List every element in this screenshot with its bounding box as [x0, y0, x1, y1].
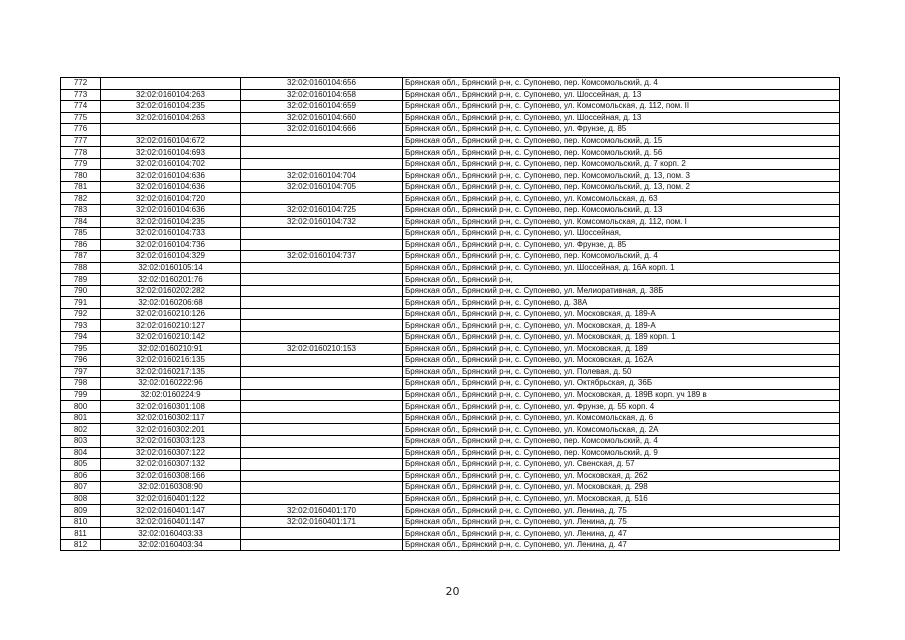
table-row: [61, 447, 840, 459]
object-number-cell: 32:02:0160104:656: [241, 78, 403, 90]
table-row: [61, 389, 840, 401]
address-cell: Брянская обл., Брянский р-н, с. Супонево, ул. Свенская, д. 57: [403, 459, 840, 471]
object-number-cell: [241, 493, 403, 505]
parcel-number-cell: 32:02:0160210:126: [101, 308, 241, 320]
parcel-number-cell: 32:02:0160401:122: [101, 493, 241, 505]
table-row: [61, 320, 840, 332]
row-number-cell: 783: [61, 205, 101, 217]
page-number: 20: [445, 585, 460, 598]
address-cell: Брянская обл., Брянский р-н, с. Супонево, ул. Ленина, д. 75: [403, 516, 840, 528]
object-number-cell: 32:02:0160104:659: [241, 101, 403, 113]
object-number-cell: [241, 228, 403, 240]
parcel-number-cell: 32:02:0160104:672: [101, 135, 241, 147]
address-cell: Брянская обл., Брянский р-н, с. Супонево, ул. Шоссейная,: [403, 228, 840, 240]
address-cell: Брянская обл., Брянский р-н, с. Супонево, ул. Московская, д. 189В корп. уч 189 в: [403, 389, 840, 401]
row-number-cell: 778: [61, 147, 101, 159]
parcel-number-cell: 32:02:0160307:132: [101, 459, 241, 471]
parcel-number-cell: 32:02:0160105:14: [101, 262, 241, 274]
address-cell: Брянская обл., Брянский р-н, с. Супонево, пер. Комсомольский, д. 13, пом. 2: [403, 181, 840, 193]
table-row: [61, 101, 840, 113]
address-cell: Брянская обл., Брянский р-н, с. Супонево, ул. Московская, д. 262: [403, 470, 840, 482]
table-row: [61, 124, 840, 136]
parcel-number-cell: 32:02:0160401:147: [101, 505, 241, 517]
table-row: [61, 528, 840, 540]
address-cell: Брянская обл., Брянский р-н, с. Супонево, пер. Комсомольский, д. 7 корп. 2: [403, 158, 840, 170]
object-number-cell: [241, 135, 403, 147]
row-number-cell: 786: [61, 239, 101, 251]
object-number-cell: [241, 459, 403, 471]
table-row: [61, 459, 840, 471]
address-cell: Брянская обл., Брянский р-н, с. Супонево, ул. Московская, д. 189-А: [403, 320, 840, 332]
parcel-number-cell: 32:02:0160403:33: [101, 528, 241, 540]
address-cell: Брянская обл., Брянский р-н, с. Супонево, ул. Комсомольская, д. 6: [403, 412, 840, 424]
object-number-cell: [241, 482, 403, 494]
address-cell: Брянская обл., Брянский р-н, с. Супонево, ул. Московская, д. 516: [403, 493, 840, 505]
object-number-cell: [241, 332, 403, 344]
row-number-cell: 779: [61, 158, 101, 170]
address-cell: Брянская обл., Брянский р-н, с. Супонево, пер. Комсомольский, д. 9: [403, 447, 840, 459]
row-number-cell: 812: [61, 539, 101, 551]
table-row: [61, 539, 840, 551]
parcel-number-cell: 32:02:0160104:263: [101, 112, 241, 124]
parcel-number-cell: 32:02:0160104:693: [101, 147, 241, 159]
table-row: [61, 297, 840, 309]
table-row: [61, 343, 840, 355]
parcel-number-cell: 32:02:0160104:235: [101, 101, 241, 113]
parcel-number-cell: 32:02:0160206:68: [101, 297, 241, 309]
row-number-cell: 789: [61, 274, 101, 286]
table-row: [61, 228, 840, 240]
object-number-cell: [241, 435, 403, 447]
row-number-cell: 775: [61, 112, 101, 124]
parcel-number-cell: 32:02:0160308:90: [101, 482, 241, 494]
row-number-cell: 793: [61, 320, 101, 332]
object-number-cell: [241, 389, 403, 401]
row-number-cell: 788: [61, 262, 101, 274]
row-number-cell: 798: [61, 378, 101, 390]
object-number-cell: 32:02:0160104:704: [241, 170, 403, 182]
address-cell: Брянская обл., Брянский р-н, с. Супонево, пер. Комсомольский, д. 13: [403, 205, 840, 217]
row-number-cell: 802: [61, 424, 101, 436]
row-number-cell: 794: [61, 332, 101, 344]
row-number-cell: 791: [61, 297, 101, 309]
address-cell: Брянская обл., Брянский р-н, с. Супонево, ул. Московская, д. 189 корп. 1: [403, 332, 840, 344]
address-cell: Брянская обл., Брянский р-н, с. Супонево, ул. Мелиоративная, д. 38Б: [403, 285, 840, 297]
table-row: [61, 482, 840, 494]
parcel-number-cell: 32:02:0160104:636: [101, 170, 241, 182]
parcel-number-cell: 32:02:0160217:135: [101, 366, 241, 378]
address-cell: Брянская обл., Брянский р-н, с. Супонево, ул. Московская, д. 189-А: [403, 308, 840, 320]
parcel-number-cell: 32:02:0160302:117: [101, 412, 241, 424]
table-row: [61, 424, 840, 436]
table-row: [61, 366, 840, 378]
cadastral-table: [60, 77, 840, 551]
address-cell: Брянская обл., Брянский р-н, с. Супонево, ул. Фрунзе, д. 85: [403, 239, 840, 251]
address-cell: Брянская обл., Брянский р-н, с. Супонево, ул. Комсомольская, д. 63: [403, 193, 840, 205]
row-number-cell: 801: [61, 412, 101, 424]
object-number-cell: [241, 158, 403, 170]
table-row: [61, 285, 840, 297]
object-number-cell: [241, 262, 403, 274]
object-number-cell: [241, 239, 403, 251]
table-row: [61, 147, 840, 159]
row-number-cell: 780: [61, 170, 101, 182]
address-cell: Брянская обл., Брянский р-н, с. Супонево, пер. Комсомольский, д. 56: [403, 147, 840, 159]
table-row: [61, 158, 840, 170]
parcel-number-cell: 32:02:0160308:166: [101, 470, 241, 482]
table-row: [61, 470, 840, 482]
parcel-number-cell: 32:02:0160202:282: [101, 285, 241, 297]
object-number-cell: [241, 147, 403, 159]
row-number-cell: 797: [61, 366, 101, 378]
table-row: [61, 135, 840, 147]
row-number-cell: 806: [61, 470, 101, 482]
parcel-number-cell: 32:02:0160403:34: [101, 539, 241, 551]
object-number-cell: [241, 320, 403, 332]
parcel-number-cell: 32:02:0160104:736: [101, 239, 241, 251]
table-row: [61, 170, 840, 182]
row-number-cell: 799: [61, 389, 101, 401]
parcel-number-cell: 32:02:0160104:263: [101, 89, 241, 101]
parcel-number-cell: 32:02:0160104:235: [101, 216, 241, 228]
parcel-number-cell: 32:02:0160104:733: [101, 228, 241, 240]
parcel-number-cell: [101, 124, 241, 136]
address-cell: Брянская обл., Брянский р-н, с. Супонево, ул. Ленина, д. 47: [403, 539, 840, 551]
address-cell: Брянская обл., Брянский р-н, с. Супонево, ул. Комсомольская, д. 112, пом. I: [403, 216, 840, 228]
parcel-number-cell: 32:02:0160104:702: [101, 158, 241, 170]
object-number-cell: [241, 274, 403, 286]
row-number-cell: 792: [61, 308, 101, 320]
table-row: [61, 216, 840, 228]
row-number-cell: 772: [61, 78, 101, 90]
object-number-cell: [241, 401, 403, 413]
row-number-cell: 805: [61, 459, 101, 471]
row-number-cell: 774: [61, 101, 101, 113]
table-row: [61, 205, 840, 217]
row-number-cell: 773: [61, 89, 101, 101]
object-number-cell: [241, 193, 403, 205]
object-number-cell: 32:02:0160104:666: [241, 124, 403, 136]
address-cell: Брянская обл., Брянский р-н, с. Супонево, ул. Фрунзе, д. 85: [403, 124, 840, 136]
object-number-cell: 32:02:0160104:705: [241, 181, 403, 193]
parcel-number-cell: 32:02:0160222:96: [101, 378, 241, 390]
table-row: [61, 112, 840, 124]
row-number-cell: 787: [61, 251, 101, 263]
table-row: [61, 239, 840, 251]
address-cell: Брянская обл., Брянский р-н, с. Супонево, ул. Комсомольская, д. 2А: [403, 424, 840, 436]
object-number-cell: [241, 447, 403, 459]
table-row: [61, 401, 840, 413]
address-cell: Брянская обл., Брянский р-н, с. Супонево, пер. Комсомольский, д. 4: [403, 435, 840, 447]
address-cell: Брянская обл., Брянский р-н, с. Супонево, ул. Комсомольская, д. 112, пом. II: [403, 101, 840, 113]
table-row: [61, 435, 840, 447]
object-number-cell: 32:02:0160401:170: [241, 505, 403, 517]
object-number-cell: 32:02:0160104:725: [241, 205, 403, 217]
object-number-cell: [241, 470, 403, 482]
object-number-cell: 32:02:0160104:660: [241, 112, 403, 124]
address-cell: Брянская обл., Брянский р-н, с. Супонево, ул. Фрунзе, д. 55 корп. 4: [403, 401, 840, 413]
row-number-cell: 785: [61, 228, 101, 240]
parcel-number-cell: 32:02:0160401:147: [101, 516, 241, 528]
address-cell: Брянская обл., Брянский р-н,: [403, 274, 840, 286]
parcel-number-cell: 32:02:0160210:127: [101, 320, 241, 332]
parcel-number-cell: [101, 78, 241, 90]
address-cell: Брянская обл., Брянский р-н, с. Супонево, ул. Шоссейная, д. 13: [403, 89, 840, 101]
table-row: [61, 193, 840, 205]
table-row: [61, 78, 840, 90]
parcel-number-cell: 32:02:0160307:122: [101, 447, 241, 459]
parcel-number-cell: 32:02:0160104:329: [101, 251, 241, 263]
object-number-cell: 32:02:0160401:171: [241, 516, 403, 528]
row-number-cell: 810: [61, 516, 101, 528]
parcel-number-cell: 32:02:0160216:135: [101, 355, 241, 367]
object-number-cell: 32:02:0160104:732: [241, 216, 403, 228]
object-number-cell: [241, 378, 403, 390]
object-number-cell: 32:02:0160210:153: [241, 343, 403, 355]
parcel-number-cell: 32:02:0160302:201: [101, 424, 241, 436]
row-number-cell: 776: [61, 124, 101, 136]
parcel-number-cell: 32:02:0160224:9: [101, 389, 241, 401]
table-row: [61, 412, 840, 424]
address-cell: Брянская обл., Брянский р-н, с. Супонево, д. 38А: [403, 297, 840, 309]
row-number-cell: 796: [61, 355, 101, 367]
object-number-cell: [241, 297, 403, 309]
parcel-number-cell: 32:02:0160210:142: [101, 332, 241, 344]
address-cell: Брянская обл., Брянский р-н, с. Супонево, ул. Московская, д. 298: [403, 482, 840, 494]
object-number-cell: [241, 539, 403, 551]
table-row: [61, 505, 840, 517]
object-number-cell: 32:02:0160104:737: [241, 251, 403, 263]
address-cell: Брянская обл., Брянский р-н, с. Супонево, ул. Ленина, д. 75: [403, 505, 840, 517]
row-number-cell: 782: [61, 193, 101, 205]
row-number-cell: 784: [61, 216, 101, 228]
row-number-cell: 781: [61, 181, 101, 193]
address-cell: Брянская обл., Брянский р-н, с. Супонево, ул. Московская, д. 189: [403, 343, 840, 355]
address-cell: Брянская обл., Брянский р-н, с. Супонево, пер. Комсомольский, д. 4: [403, 78, 840, 90]
object-number-cell: [241, 285, 403, 297]
object-number-cell: [241, 366, 403, 378]
parcel-number-cell: 32:02:0160104:636: [101, 181, 241, 193]
table-body: [61, 78, 840, 551]
address-cell: Брянская обл., Брянский р-н, с. Супонево, пер. Комсомольский, д. 4: [403, 251, 840, 263]
row-number-cell: 804: [61, 447, 101, 459]
row-number-cell: 795: [61, 343, 101, 355]
address-cell: Брянская обл., Брянский р-н, с. Супонево, ул. Московская, д. 162А: [403, 355, 840, 367]
table-row: [61, 355, 840, 367]
parcel-number-cell: 32:02:0160104:636: [101, 205, 241, 217]
parcel-number-cell: 32:02:0160303:123: [101, 435, 241, 447]
row-number-cell: 777: [61, 135, 101, 147]
table-row: [61, 262, 840, 274]
object-number-cell: [241, 308, 403, 320]
table-row: [61, 89, 840, 101]
address-cell: Брянская обл., Брянский р-н, с. Супонево, ул. Шоссейная, д. 16А корп. 1: [403, 262, 840, 274]
parcel-number-cell: 32:02:0160210:91: [101, 343, 241, 355]
table-row: [61, 251, 840, 263]
address-cell: Брянская обл., Брянский р-н, с. Супонево, ул. Ленина, д. 47: [403, 528, 840, 540]
row-number-cell: 803: [61, 435, 101, 447]
object-number-cell: [241, 424, 403, 436]
table-row: [61, 181, 840, 193]
address-cell: Брянская обл., Брянский р-н, с. Супонево, пер. Комсомольский, д. 13, пом. 3: [403, 170, 840, 182]
table-row: [61, 332, 840, 344]
table-row: [61, 274, 840, 286]
object-number-cell: [241, 355, 403, 367]
parcel-number-cell: 32:02:0160104:720: [101, 193, 241, 205]
object-number-cell: [241, 412, 403, 424]
address-cell: Брянская обл., Брянский р-н, с. Супонево, пер. Комсомольский, д. 15: [403, 135, 840, 147]
address-cell: Брянская обл., Брянский р-н, с. Супонево, ул. Полевая, д. 50: [403, 366, 840, 378]
table-row: [61, 308, 840, 320]
address-cell: Брянская обл., Брянский р-н, с. Супонево, ул. Октябрьская, д. 36Б: [403, 378, 840, 390]
parcel-number-cell: 32:02:0160201:76: [101, 274, 241, 286]
row-number-cell: 808: [61, 493, 101, 505]
row-number-cell: 790: [61, 285, 101, 297]
address-cell: Брянская обл., Брянский р-н, с. Супонево, ул. Шоссейная, д. 13: [403, 112, 840, 124]
row-number-cell: 811: [61, 528, 101, 540]
object-number-cell: 32:02:0160104:658: [241, 89, 403, 101]
table-row: [61, 516, 840, 528]
row-number-cell: 809: [61, 505, 101, 517]
row-number-cell: 807: [61, 482, 101, 494]
table-row: [61, 493, 840, 505]
object-number-cell: [241, 528, 403, 540]
table-row: [61, 378, 840, 390]
parcel-number-cell: 32:02:0160301:108: [101, 401, 241, 413]
row-number-cell: 800: [61, 401, 101, 413]
